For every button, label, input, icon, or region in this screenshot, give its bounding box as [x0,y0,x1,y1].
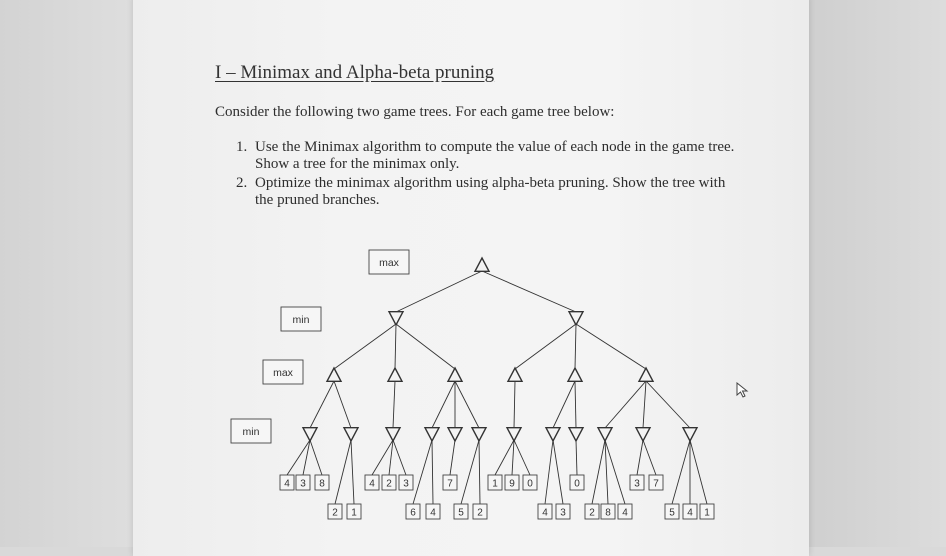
min-node-triangle [386,428,400,441]
leaf-value: 9 [509,478,515,490]
tree-edge [643,440,656,475]
leaf-value: 1 [351,507,357,519]
leaf-value: 4 [542,507,548,519]
tree-edge [495,440,514,475]
min-node-triangle [598,428,612,441]
tree-edge [553,381,575,428]
leaf-value: 2 [332,507,338,519]
leaf-value: 4 [687,507,693,519]
tree-edge [545,440,553,504]
leaf-value: 8 [605,507,611,519]
level-label-max: max [379,257,399,269]
max-node-triangle [448,368,462,381]
intro-text: Consider the following two game trees. For each game tree below: [215,104,615,120]
tree-edge [432,381,455,428]
leaf-value: 2 [589,507,595,519]
tree-edge [310,440,322,475]
tree-edges [287,271,707,504]
tree-edge [335,440,351,504]
tree-edge [576,440,577,475]
tree-edge [334,324,396,369]
tree-edge [646,381,690,428]
instruction-line: Show a tree for the minimax only. [255,156,460,172]
max-node-triangle [568,368,582,381]
max-node-triangle [327,368,341,381]
instruction-number: 2. [236,175,248,191]
tree-edge [512,440,514,475]
instruction-number: 1. [236,139,248,155]
leaf-value: 5 [458,507,464,519]
min-node-triangle [569,428,583,441]
leaf-value: 3 [403,478,409,490]
min-node-triangle [546,428,560,441]
tree-nodes [231,250,714,519]
leaf-value: 4 [622,507,628,519]
min-node-triangle [569,312,583,325]
leaf-value: 0 [574,478,580,490]
tree-edge [515,324,576,369]
tree-edge [395,324,396,369]
leaf-value: 3 [560,507,566,519]
tree-edge [605,381,646,428]
max-node-triangle [388,368,402,381]
leaf-value: 4 [284,478,290,490]
tree-edge [396,324,455,369]
tree-edge [334,381,351,428]
tree-edge [479,440,480,504]
tree-edge [450,440,455,475]
instruction-line: Use the Minimax algorithm to compute the value of each node in the game tree. [255,139,735,155]
leaf-value: 2 [386,478,392,490]
tree-edge [461,440,479,504]
min-node-triangle [683,428,697,441]
leaf-value: 4 [430,507,436,519]
tree-edge [455,381,479,428]
tree-edge [514,381,515,428]
mouse-pointer-icon [736,382,750,398]
leaf-value: 7 [447,478,453,490]
tree-edge [592,440,605,504]
leaf-value: 3 [300,478,306,490]
tree-edge [690,440,707,504]
level-label-min: min [242,426,260,438]
leaf-value: 6 [410,507,416,519]
tree-edge [575,324,576,369]
max-node-triangle [475,258,489,271]
tree-edge [553,440,563,504]
tree-edge [351,440,354,504]
leaf-value: 5 [669,507,675,519]
tree-edge [413,440,432,504]
tree-edge [396,271,482,312]
leaf-value: 1 [704,507,710,519]
tree-edge [575,381,576,428]
leaf-value: 0 [527,478,533,490]
tree-edge [576,324,646,369]
tree-edge [672,440,690,504]
leaf-value: 1 [492,478,498,490]
tree-edge [643,381,646,428]
tree-edge [432,440,433,504]
level-label-min: min [292,314,310,326]
tree-edge [393,440,406,475]
leaf-value: 8 [319,478,325,490]
tree-edge [637,440,643,475]
section-heading: I – Minimax and Alpha-beta pruning [215,62,495,83]
instruction-line: the pruned branches. [255,192,380,208]
leaf-value: 7 [653,478,659,490]
tree-edge [393,381,395,428]
leaf-value: 3 [634,478,640,490]
leaf-value: 4 [369,478,375,490]
tree-edge [514,440,530,475]
leaf-value: 2 [477,507,483,519]
max-node-triangle [508,368,522,381]
min-node-triangle [303,428,317,441]
min-node-triangle [507,428,521,441]
min-node-triangle [344,428,358,441]
min-node-triangle [636,428,650,441]
min-node-triangle [389,312,403,325]
tree-edge [482,271,576,312]
max-node-triangle [639,368,653,381]
min-node-triangle [448,428,462,441]
level-label-max: max [273,367,293,379]
tree-edge [310,381,334,428]
min-node-triangle [425,428,439,441]
instruction-line: Optimize the minimax algorithm using alpha-beta pruning. Show the tree with [255,175,726,191]
min-node-triangle [472,428,486,441]
